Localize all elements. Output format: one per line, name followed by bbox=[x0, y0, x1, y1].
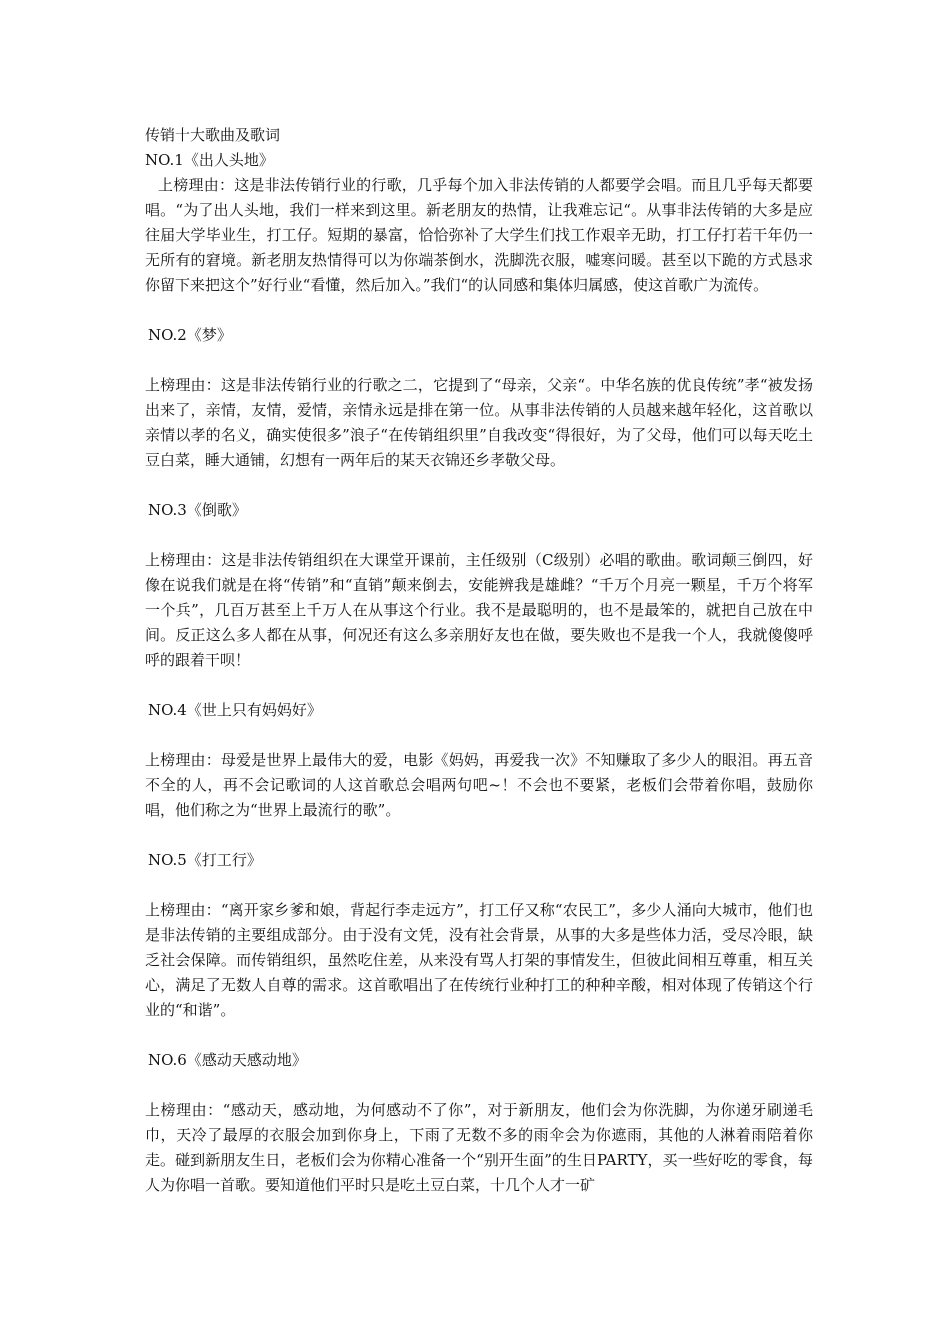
section-heading: NO.4《世上只有妈妈好》 bbox=[148, 701, 322, 719]
spacer bbox=[145, 473, 813, 498]
section-heading: NO.6《感动天感动地》 bbox=[148, 1051, 307, 1069]
section-heading: NO.5《打工行》 bbox=[148, 851, 262, 869]
spacer bbox=[145, 298, 813, 323]
document-title: 传销十大歌曲及歌词 bbox=[145, 126, 281, 144]
spacer bbox=[145, 1073, 813, 1098]
section-heading: NO.2《梦》 bbox=[148, 326, 232, 344]
section-paragraph: 上榜理由：这是非法传销组织在大课堂开课前，主任级别（C级别）必唱的歌曲。歌词颠三倒四，好像在说我们就是在将“传销”和“直销”颠来倒去，安能辨我是雄雌？“千万个月亮一颗星，千万个将军一个兵”，几百万甚至上千万人在从事这个行业。我不是最聪明的，也不是最笨的，就把自己放在中间。反正这么多人都在从事，何况还有这么多亲朋好友也在做，要失败也不是我一个人，我就傻傻呼呼的跟着干呗！ bbox=[145, 551, 813, 669]
section-heading: NO.1《出人头地》 bbox=[145, 151, 274, 169]
section-paragraph: 上榜理由：母爱是世界上最伟大的爱，电影《妈妈，再爱我一次》不知赚取了多少人的眼泪。再五音不全的人，再不会记歌词的人这首歌总会唱两句吧~！不会也不要紧，老板们会带着你唱，鼓励你唱，他们称之为“世界上最流行的歌”。 bbox=[145, 751, 813, 819]
document-body bbox=[145, 123, 813, 1198]
spacer bbox=[145, 523, 813, 548]
spacer bbox=[145, 823, 813, 848]
spacer bbox=[145, 348, 813, 373]
section-paragraph: 上榜理由：这是非法传销行业的行歌，几乎每个加入非法传销的人都要学会唱。而且几乎每天都要唱。“为了出人头地，我们一样来到这里。新老朋友的热情，让我难忘记“。从事非法传销的大多是应往届大学毕业生，打工仔。短期的暴富，恰恰弥补了大学生们找工作艰辛无助，打工仔打若干年仍一无所有的窘境。新老朋友热情得可以为你端茶倒水，洗脚洗衣服，嘘寒问暖。甚至以下跪的方式恳求你留下来把这个”好行业“看懂，然后加入。”我们“的认同感和集体归属感，使这首歌广为流传。 bbox=[145, 176, 813, 294]
section-paragraph: 上榜理由：“感动天，感动地，为何感动不了你”，对于新朋友，他们会为你洗脚，为你递牙刷递毛巾，天冷了最厚的衣服会加到你身上，下雨了无数不多的雨伞会为你遮雨，其他的人淋着雨陪着你走。碰到新朋友生日，老板们会为你精心准备一个“别开生面”的生日PARTY，买一些好吃的零食，每人为你唱一首歌。要知道他们平时只是吃土豆白菜，十几个人才一矿 bbox=[145, 1101, 813, 1194]
section-heading: NO.3《倒歌》 bbox=[148, 501, 247, 519]
section-paragraph: 上榜理由：这是非法传销行业的行歌之二，它提到了“母亲，父亲“。中华名族的优良传统”孝“被发扬出来了，亲情，友情，爱情，亲情永远是排在第一位。从事非法传销的人员越来越年轻化，这首歌以亲情以孝的名义，确实使很多”浪子“在传销组织里”自我改变“得很好，为了父母，他们可以每天吃土豆白菜，睡大通铺，幻想有一两年后的某天衣锦还乡孝敬父母。 bbox=[145, 376, 813, 469]
spacer bbox=[145, 723, 813, 748]
spacer bbox=[145, 1023, 813, 1048]
spacer bbox=[145, 673, 813, 698]
spacer bbox=[145, 873, 813, 898]
section-paragraph: 上榜理由：“离开家乡爹和娘，背起行李走远方”，打工仔又称“农民工”，多少人涌向大城市，他们也是非法传销的主要组成部分。由于没有文凭，没有社会背景，从事的大多是些体力活，受尽冷眼，缺乏社会保障。而传销组织，虽然吃住差，从来没有骂人打架的事情发生，但彼此间相互尊重，相互关心，满足了无数人自尊的需求。这首歌唱出了在传统行业种打工的种种辛酸，相对体现了传销这个行业的“和谐”。 bbox=[145, 901, 813, 1019]
